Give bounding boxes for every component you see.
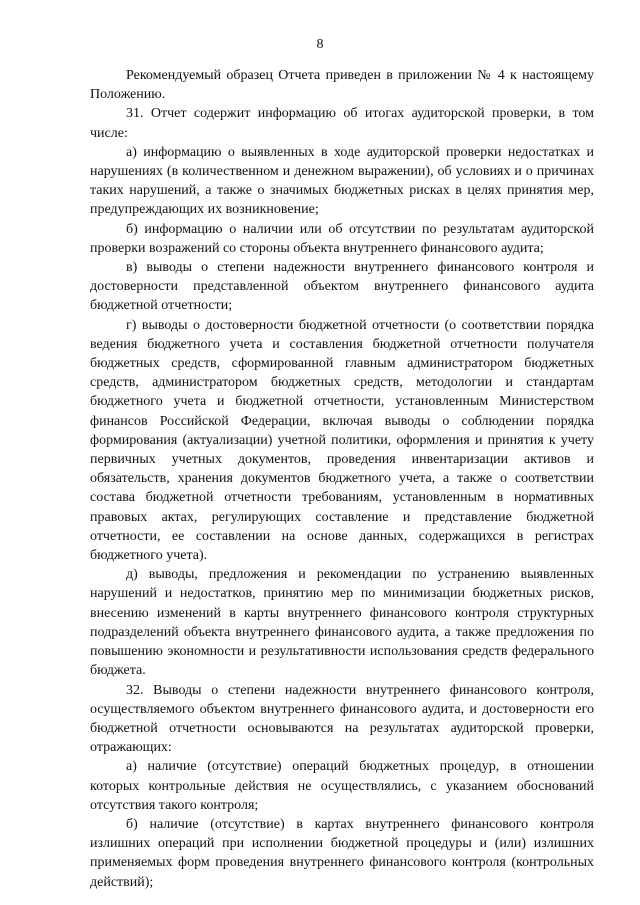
document-body (90, 66, 594, 892)
paragraph-31-d: д) выводы, предложения и рекомендации по устранению выявленных нарушений и недостатков, принятию мер по минимизации бюджетных рисков, внесению изменений в карты внутреннего финансового контроля структурных подразделений объекта внутреннего финансового аудита, а также предложения по повышению экономности и результативности использования средств федерального бюджета. (90, 567, 594, 679)
paragraph-32: 32. Выводы о степени надежности внутреннего финансового контроля, осуществляемого объектом внутреннего финансового аудита, и достоверности его бюджетной отчетности основываются на результатах аудиторской проверки, отражающих: (90, 682, 594, 756)
paragraph-31: 31. Отчет содержит информацию об итогах аудиторской проверки, в том числе: (90, 106, 594, 141)
paragraph-31-b: б) информацию о наличии или об отсутствии по результатам аудиторской проверки возражений со стороны объекта внутреннего финансового аудита; (90, 221, 594, 256)
page-number: 8 (316, 37, 324, 52)
paragraph-32-b: б) наличие (отсутствие) в картах внутреннего финансового контроля излишних операций при исполнении бюджетной процедуры и (или) излишних применяемых форм проведения внутреннего финансового контроля (контрольных действий); (90, 816, 594, 890)
paragraph-31-v: в) выводы о степени надежности внутреннего финансового контроля и достоверности представленной объектом внутреннего финансового аудита бюджетной отчетности; (90, 260, 594, 314)
paragraph-31-a: а) информацию о выявленных в ходе аудиторской проверки недостатках и нарушениях (в количественном и денежном выражении), об условиях и о причинах таких нарушений, а также о значимых бюджетных рисках в целях принятия мер, предупреждающих их возникновение; (90, 144, 594, 218)
paragraph-sample-report: Рекомендуемый образец Отчета приведен в приложении № 4 к настоящему Положению. (90, 68, 594, 103)
paragraph-32-a: а) наличие (отсутствие) операций бюджетных процедур, в отношении которых контрольные действия не осуществлялись, с указанием обоснований отсутствия такого контроля; (90, 759, 594, 813)
paragraph-31-g: г) выводы о достоверности бюджетной отчетности (о соответствии порядка ведения бюджетного учета и составления бюджетной отчетности получателя бюджетных средств, сформированной главным администратором бюджетных средств, администратором бюджетных средств, методологии и стандартам бюджетного учета и бюджетной отчетности, установленным Министерством финансов Российской Федерации, включая выводы о соблюдении порядка формирования (актуализации) учетной политики, оформления и принятия к учету первичных учетных документов, проведения инвентаризации активов и обязательств, хранения документов бюджетного учета, а также о соответствии состава бюджетной отчетности требованиям, установленным в нормативных правовых актах, регулирующих составление и представление бюджетной отчетности, ее составлении на основе данных, содержащихся в регистрах бюджетного учета). (90, 317, 594, 564)
